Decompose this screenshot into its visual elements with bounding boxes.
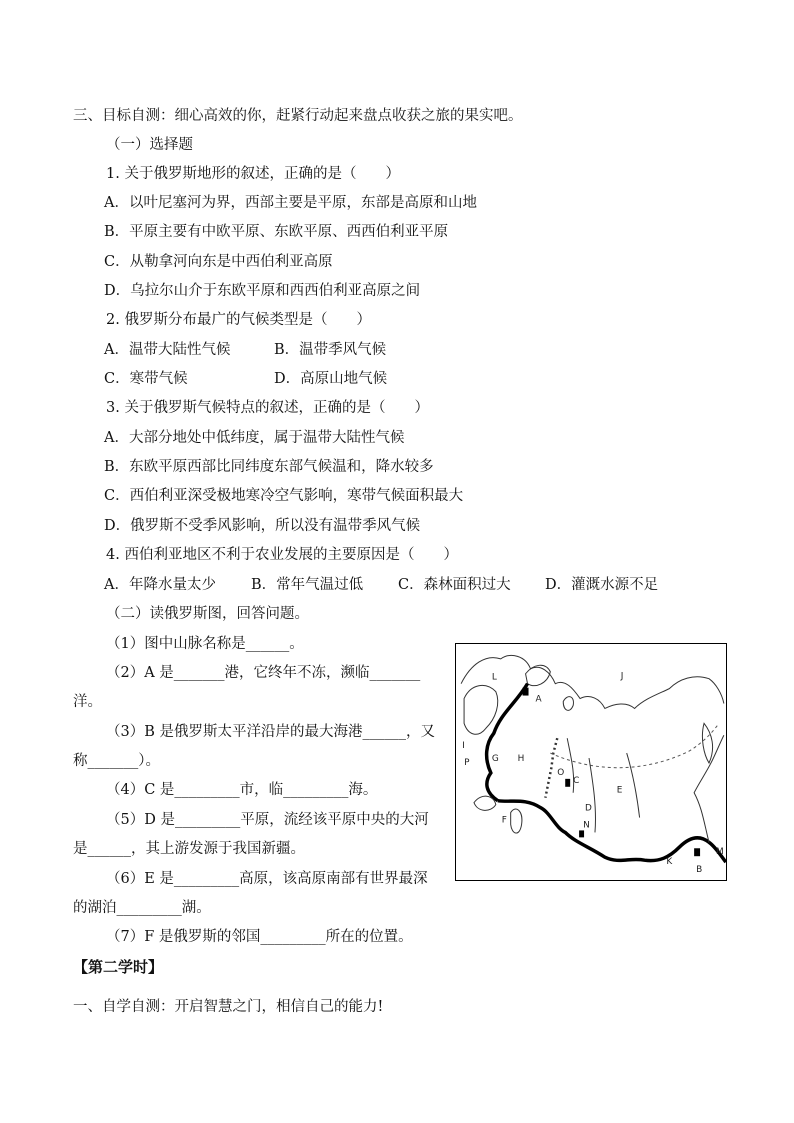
section3-heading: 三、目标自测：细心高效的你，赶紧行动起来盘点收获之旅的果实吧。 <box>73 108 523 124</box>
island-outline <box>526 665 551 685</box>
question-3-stem: 3. 关于俄罗斯气候特点的叙述，正确的是（ ） <box>106 400 429 416</box>
question-2-option-d: D．高原山地气候 <box>274 371 388 387</box>
western-border <box>487 684 528 801</box>
scandinavia-outline <box>464 685 498 734</box>
map-label-e: E <box>616 785 623 796</box>
part2-title: （二）读俄罗斯图，回答问题。 <box>106 606 309 622</box>
ural-mountains <box>545 738 557 797</box>
river <box>589 758 595 832</box>
map-label-a: A <box>535 694 542 705</box>
map-label-h: H <box>517 754 525 765</box>
southern-border <box>498 801 726 862</box>
city-marker <box>565 779 570 787</box>
black-sea <box>474 796 496 810</box>
city-marker <box>579 830 584 837</box>
part2-q1: （1）图中山脉名称是______。 <box>106 636 304 652</box>
map-label-n: N <box>583 820 590 831</box>
second-lesson-title: 【第二学时】 <box>73 958 164 976</box>
question-4-option-b: B．常年气温过低 <box>251 577 364 593</box>
part2-q5-line2: 是______，其上游发源于我国新疆。 <box>73 841 305 857</box>
arctic-coastline <box>461 655 724 708</box>
question-2-option-c: C．寒带气候 <box>104 371 188 387</box>
part2-q2-line1: （2）A 是_______港，它终年不冻，濒临_______ <box>106 665 421 681</box>
russia-map-svg <box>456 644 726 880</box>
question-4-option-c: C．森林面积过大 <box>398 577 511 593</box>
question-2-option-a: A．温带大陆性气候 <box>104 342 231 358</box>
city-marker <box>694 848 700 856</box>
river <box>627 753 640 817</box>
question-1-option-a: A．以叶尼塞河为界，西部主要是平原，东部是高原和山地 <box>104 195 477 211</box>
map-label-p: P <box>464 757 470 768</box>
map-label-j: J <box>620 671 624 682</box>
part1-title: （一）选择题 <box>106 137 193 153</box>
part2-q7: （7）F 是俄罗斯的邻国_________所在的位置。 <box>106 929 413 945</box>
question-1-option-c: C．从勒拿河向东是中西伯利亚高原 <box>104 254 333 270</box>
question-1-stem: 1. 关于俄罗斯地形的叙述，正确的是（ ） <box>106 166 400 182</box>
map-label-m: M <box>715 847 724 858</box>
arctic-circle-line <box>550 723 719 767</box>
island-outline <box>563 697 573 711</box>
map-label-d: D <box>585 803 592 814</box>
question-4-option-a: A．年降水量太少 <box>104 577 216 593</box>
question-3-option-d: D．俄罗斯不受季风影响，所以没有温带季风气候 <box>104 518 421 534</box>
part2-q5-line1: （5）D 是_________平原，流经该平原中央的大河 <box>106 812 429 828</box>
part2-q2-line2: 洋。 <box>73 694 102 710</box>
russia-map <box>455 643 727 881</box>
part2-q6-line1: （6）E 是_________高原，该高原南部有世界最深 <box>106 871 428 887</box>
question-1-option-d: D．乌拉尔山介于东欧平原和西西伯利亚高原之间 <box>104 283 421 299</box>
question-3-option-b: B．东欧平原西部比同纬度东部气候温和，降水较多 <box>104 459 434 475</box>
map-label-o: O <box>557 767 565 778</box>
question-3-option-c: C．西伯利亚深受极地寒冷空气影响，寒带气候面积最大 <box>104 488 464 504</box>
part2-q4: （4）C 是_________市，临_________海。 <box>106 782 378 798</box>
map-label-k: K <box>666 857 673 868</box>
part2-q3-line1: （3）B 是俄罗斯太平洋沿岸的最大海港______，又 <box>106 724 435 740</box>
second-lesson-heading: 一、自学自测：开启智慧之门，相信自己的能力! <box>73 999 384 1015</box>
map-label-g: G <box>491 754 499 765</box>
part2-q3-line2: 称_______）。 <box>73 753 160 769</box>
question-1-option-b: B．平原主要有中欧平原、东欧平原、西西伯利亚平原 <box>104 224 449 240</box>
kamchatka-outline <box>702 723 712 763</box>
city-marker <box>523 688 529 696</box>
question-4-option-d: D．灌溉水源不足 <box>545 577 659 593</box>
map-label-f: F <box>501 815 507 826</box>
question-2-option-b: B．温带季风气候 <box>274 342 387 358</box>
map-label-i: I <box>462 741 465 752</box>
map-label-l: L <box>491 672 497 683</box>
map-label-c: C <box>573 775 580 786</box>
pacific-coastline <box>694 735 724 842</box>
map-label-b: B <box>696 865 703 876</box>
part2-q6-line2: 的湖泊_________湖。 <box>73 900 211 916</box>
question-2-stem: 2. 俄罗斯分布最广的气候类型是（ ） <box>106 312 371 328</box>
question-4-stem: 4. 西伯利亚地区不利于农业发展的主要原因是（ ） <box>106 547 458 563</box>
caspian-sea <box>511 809 522 833</box>
question-3-option-a: A．大部分地处中低纬度，属于温带大陆性气候 <box>104 430 405 446</box>
